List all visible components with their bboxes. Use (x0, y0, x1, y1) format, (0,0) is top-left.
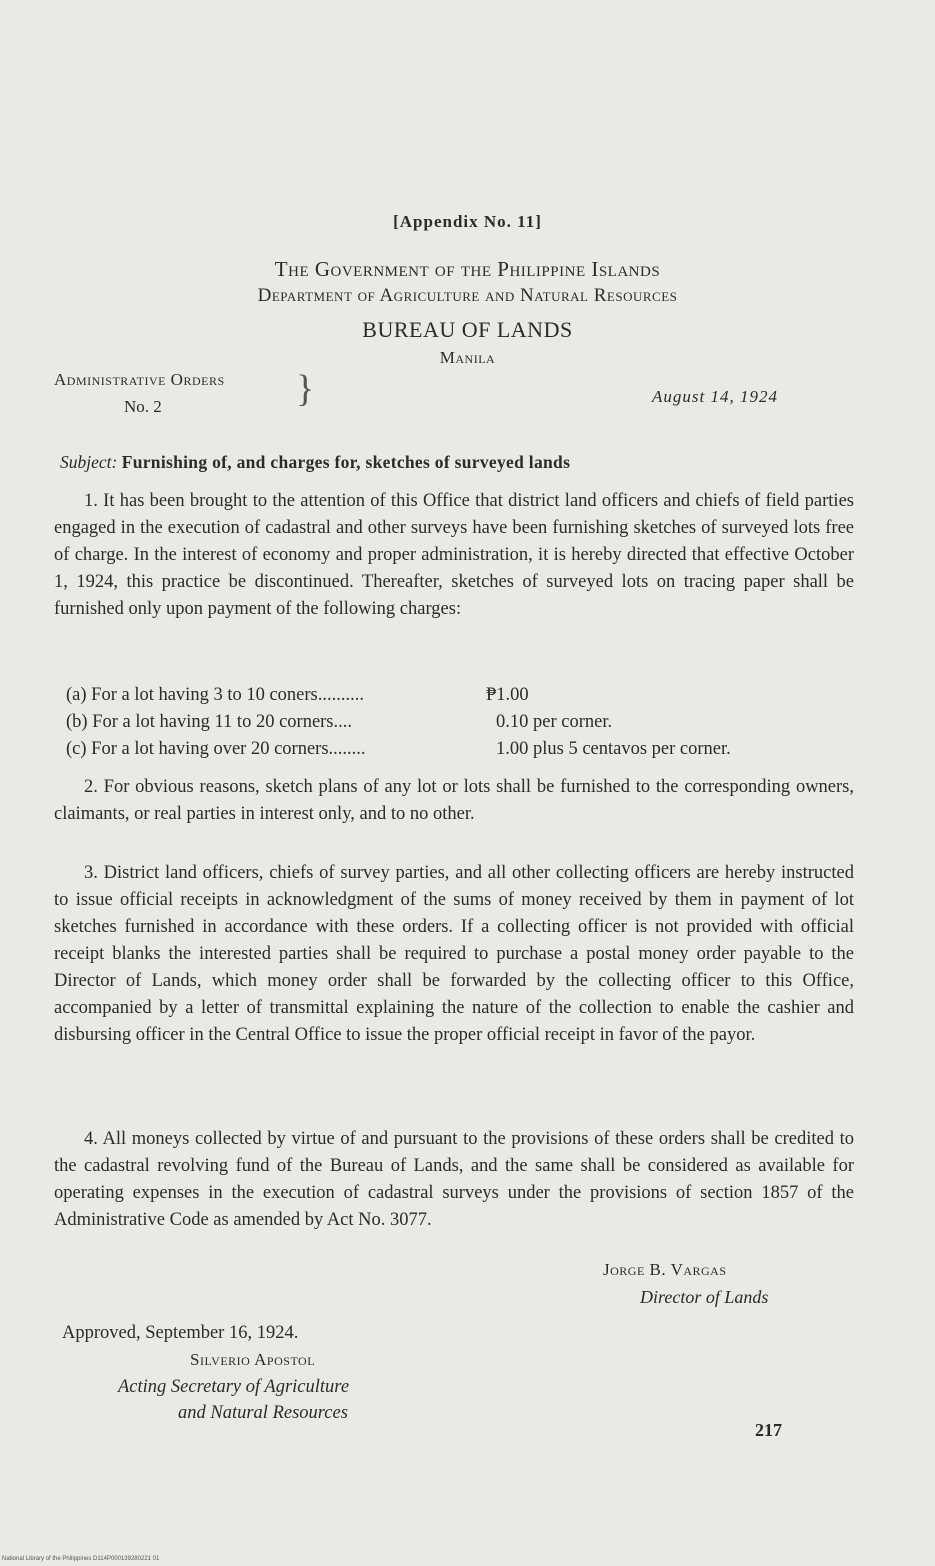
approval-line: Approved, September 16, 1924. (62, 1323, 299, 1343)
paragraph-2: 2. For obvious reasons, sketch plans of any lot or lots shall be furnished to the corresponding owners, claimants, or real parties in interest only, and to no other. (54, 777, 854, 824)
charge-amount: ₱1.00 (486, 685, 529, 705)
paragraph-1: 1. It has been brought to the attention of this Office that district land officers and chiefs of field parties engaged in the execution of cadastral and other surveys have been furnishing sketches of surveyed lots free of charge. In the interest of economy and proper administration, it is hereby directed that effective October 1, 1924, this practice be discontinued. Thereafter, sketches of surveyed lots on tracing paper shall be furnished only upon payment of the following charges: (54, 491, 854, 619)
page-number: 217 (755, 1420, 782, 1440)
subject-line (60, 452, 860, 473)
charge-label: (a) For a lot having 3 to 10 coners.......... (66, 685, 364, 705)
bureau-heading: BUREAU OF LANDS (362, 317, 573, 342)
signatory-title: Director of Lands (640, 1287, 769, 1307)
approver-title-line-2: and Natural Resources (178, 1403, 348, 1423)
charge-amount: 0.10 per corner. (496, 712, 613, 732)
charge-amount: 1.00 plus 5 centavos per corner. (496, 739, 731, 759)
order-date: August 14, 1924 (652, 387, 778, 406)
government-heading: The Government of the Philippine Islands (274, 257, 661, 281)
appendix-label: [Appendix No. 11] (393, 212, 542, 231)
order-label: Administrative Orders (54, 370, 225, 389)
charges-list (66, 682, 866, 763)
paragraph-4: 4. All moneys collected by virtue of and pursuant to the provisions of these orders shall be credited to the cadastral revolving fund of the Bureau of Lands, and the same shall be considered as available for operating expenses in the execution of cadastral surveys under the provisions of section 1857 of the Administrative Code as amended by Act No. 3077. (54, 1129, 854, 1230)
brace-glyph: } (296, 368, 315, 410)
subject-text: Furnishing of, and charges for, sketches of surveyed lands (121, 452, 571, 472)
city-heading: Manila (439, 348, 496, 367)
approver-name: Silverio Apostol (190, 1350, 316, 1369)
archive-footer: National Library of the Philippines D114P000139280221 01 (2, 1556, 160, 1562)
paragraph-3: 3. District land officers, chiefs of survey parties, and all other collecting officers are hereby instructed to issue official receipts in acknowledgment of the sums of money received by them in payment of lot sketches furnished in accordance with these orders. If a collecting officer is not provided with official receipt blanks the interested parties shall be required to purchase a postal money order payable to the Director of Lands, which money order shall be forwarded by the collecting officer to this Office, accompanied by a letter of transmittal explaining the nature of the collection to enable the cashier and disbursing officer in the Central Office to issue the proper official receipt in favor of the payor. (54, 863, 854, 1045)
signatory-name: Jorge B. Vargas (603, 1260, 727, 1279)
charge-label: (c) For a lot having over 20 corners........ (66, 739, 366, 759)
list-item (66, 682, 866, 709)
department-heading: Department of Agriculture and Natural Resources (257, 285, 678, 306)
order-number: No. 2 (124, 397, 162, 416)
charge-label: (b) For a lot having 11 to 20 corners.... (66, 712, 353, 732)
list-item (66, 736, 866, 763)
subject-label: Subject: (60, 452, 118, 472)
approver-title-line-1: Acting Secretary of Agriculture (118, 1377, 350, 1397)
list-item (66, 709, 866, 736)
